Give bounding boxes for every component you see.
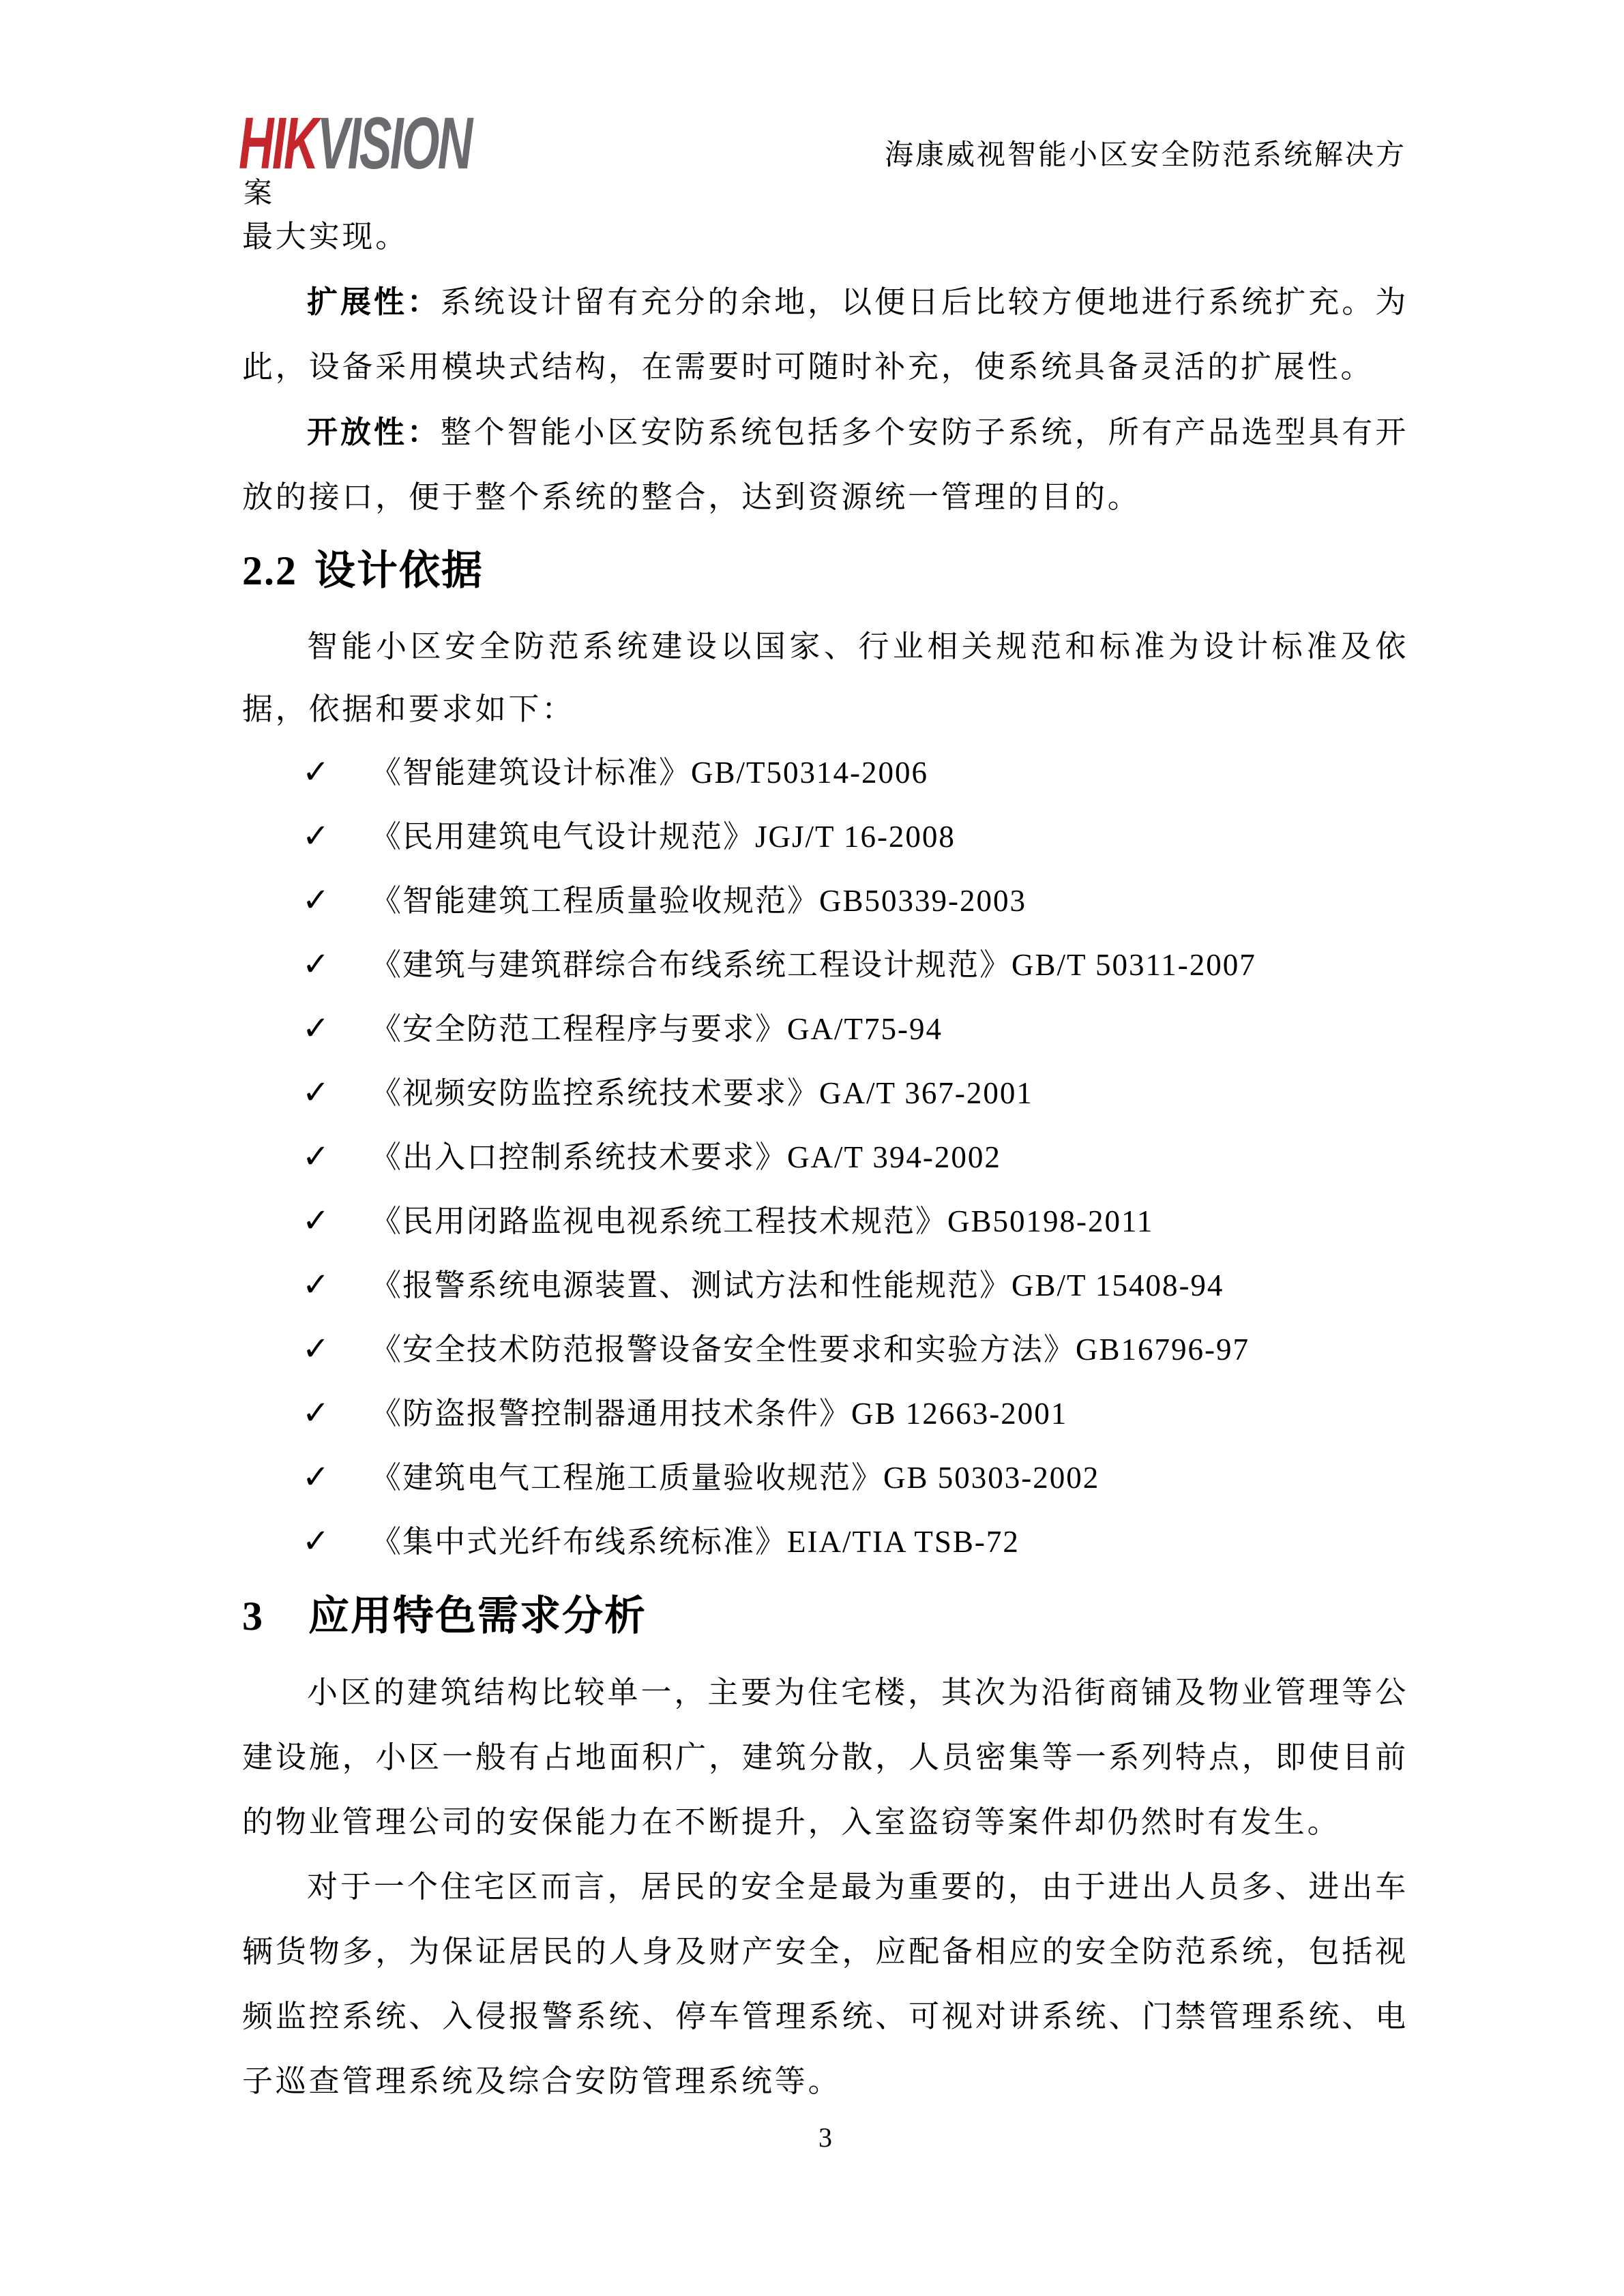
checkmark-icon: ✓ <box>302 1073 331 1112</box>
standard-text: 《建筑与建筑群综合布线系统工程设计规范》GB/T 50311-2007 <box>370 948 1256 982</box>
section-3-number: 3 <box>242 1594 264 1639</box>
standard-item <box>242 869 1408 933</box>
standard-text: 《安全技术防范报警设备安全性要求和实验方法》GB16796-97 <box>370 1332 1250 1367</box>
standard-item <box>242 805 1408 869</box>
standards-list <box>242 741 1408 1574</box>
checkmark-icon: ✓ <box>302 753 331 791</box>
standard-item <box>242 1061 1408 1125</box>
standard-text: 《安全防范工程程序与要求》GA/T75-94 <box>370 1012 943 1046</box>
header-title-line2: 案 <box>243 178 273 209</box>
checkmark-icon: ✓ <box>302 1522 331 1560</box>
logo-hik-text: HIK <box>239 102 317 184</box>
section-2-2-heading <box>242 543 1408 598</box>
standard-item <box>242 1510 1408 1574</box>
hikvision-logo <box>239 102 471 184</box>
document-body <box>242 205 1408 2114</box>
paragraph-design-basis: 智能小区安全防范系统建设以国家、行业相关规范和标准为设计标准及依据，依据和要求如下： <box>242 629 1408 726</box>
standard-text: 《视频安防监控系统技术要求》GA/T 367-2001 <box>370 1076 1033 1110</box>
section-2-2-number: 2.2 <box>242 548 297 593</box>
checkmark-icon: ✓ <box>302 1202 331 1240</box>
standard-text: 《民用建筑电气设计规范》JGJ/T 16-2008 <box>370 820 956 854</box>
checkmark-icon: ✓ <box>302 1458 331 1496</box>
expandability-label: 扩展性： <box>307 284 441 319</box>
standard-text: 《出入口控制系统技术要求》GA/T 394-2002 <box>370 1140 1001 1174</box>
section-2-2-title: 设计依据 <box>314 548 484 593</box>
standard-item <box>242 1253 1408 1317</box>
checkmark-icon: ✓ <box>302 1009 331 1047</box>
paragraph-analysis-2: 对于一个住宅区而言，居民的安全是最为重要的，由于进出人员多、进出车辆货物多，为保证居民的人身及财产安全，应配备相应的安全防范系统，包括视频监控系统、入侵报警系统、停车管理系统、可视对讲系统、门禁管理系统、电子巡查管理系统及综合安防管理系统等。 <box>242 1870 1408 2098</box>
paragraph-openness <box>242 400 1408 530</box>
openness-text: 整个智能小区安防系统包括多个安防子系统，所有产品选型具有开放的接口，便于整个系统的整合，达到资源统一管理的目的。 <box>242 415 1409 514</box>
paragraph-continuation: 最大实现。 <box>242 220 409 254</box>
checkmark-icon: ✓ <box>302 881 331 919</box>
checkmark-icon: ✓ <box>302 817 331 855</box>
standard-text: 《报警系统电源装置、测试方法和性能规范》GB/T 15408-94 <box>370 1268 1224 1302</box>
standard-text: 《防盗报警控制器通用技术条件》GB 12663-2001 <box>370 1397 1068 1431</box>
checkmark-icon: ✓ <box>302 1137 331 1176</box>
logo-vision-text: VISION <box>316 102 471 184</box>
checkmark-icon: ✓ <box>302 945 331 983</box>
standard-item <box>242 1446 1408 1510</box>
standard-item <box>242 933 1408 997</box>
standard-item <box>242 997 1408 1061</box>
section-3-title: 应用特色需求分析 <box>308 1593 647 1639</box>
checkmark-icon: ✓ <box>302 1394 331 1432</box>
standard-item <box>242 1317 1408 1382</box>
expandability-text: 系统设计留有充分的余地，以便日后比较方便地进行系统扩充。为此，设备采用模块式结构，在需要时可随时补充，使系统具备灵活的扩展性。 <box>242 285 1409 384</box>
checkmark-icon: ✓ <box>302 1266 331 1304</box>
standard-text: 《民用闭路监视电视系统工程技术规范》GB50198-2011 <box>370 1204 1154 1238</box>
standard-text: 《智能建筑工程质量验收规范》GB50339-2003 <box>370 884 1027 918</box>
standard-text: 《集中式光纤布线系统标准》EIA/TIA TSB-72 <box>370 1525 1020 1559</box>
standard-text: 《智能建筑设计标准》GB/T50314-2006 <box>370 756 928 790</box>
standard-text: 《建筑电气工程施工质量验收规范》GB 50303-2002 <box>370 1461 1100 1495</box>
header-title-line1: 海康威视智能小区安全防范系统解决方 <box>884 140 1406 171</box>
standard-item <box>242 1125 1408 1189</box>
paragraph-analysis-1: 小区的建筑结构比较单一，主要为住宅楼，其次为沿街商铺及物业管理等公建设施，小区一般有占地面积广，建筑分散，人员密集等一系列特点，即使目前的物业管理公司的安保能力在不断提升，入室盗窃等案件却仍然时有发生。 <box>242 1675 1408 1839</box>
section-3-heading <box>242 1589 1408 1643</box>
standard-item <box>242 1189 1408 1253</box>
paragraph-expandability <box>242 269 1408 400</box>
openness-label: 开放性： <box>307 415 441 449</box>
checkmark-icon: ✓ <box>302 1330 331 1368</box>
standard-item <box>242 741 1408 805</box>
page-number: 3 <box>818 2122 832 2153</box>
standard-item <box>242 1382 1408 1446</box>
